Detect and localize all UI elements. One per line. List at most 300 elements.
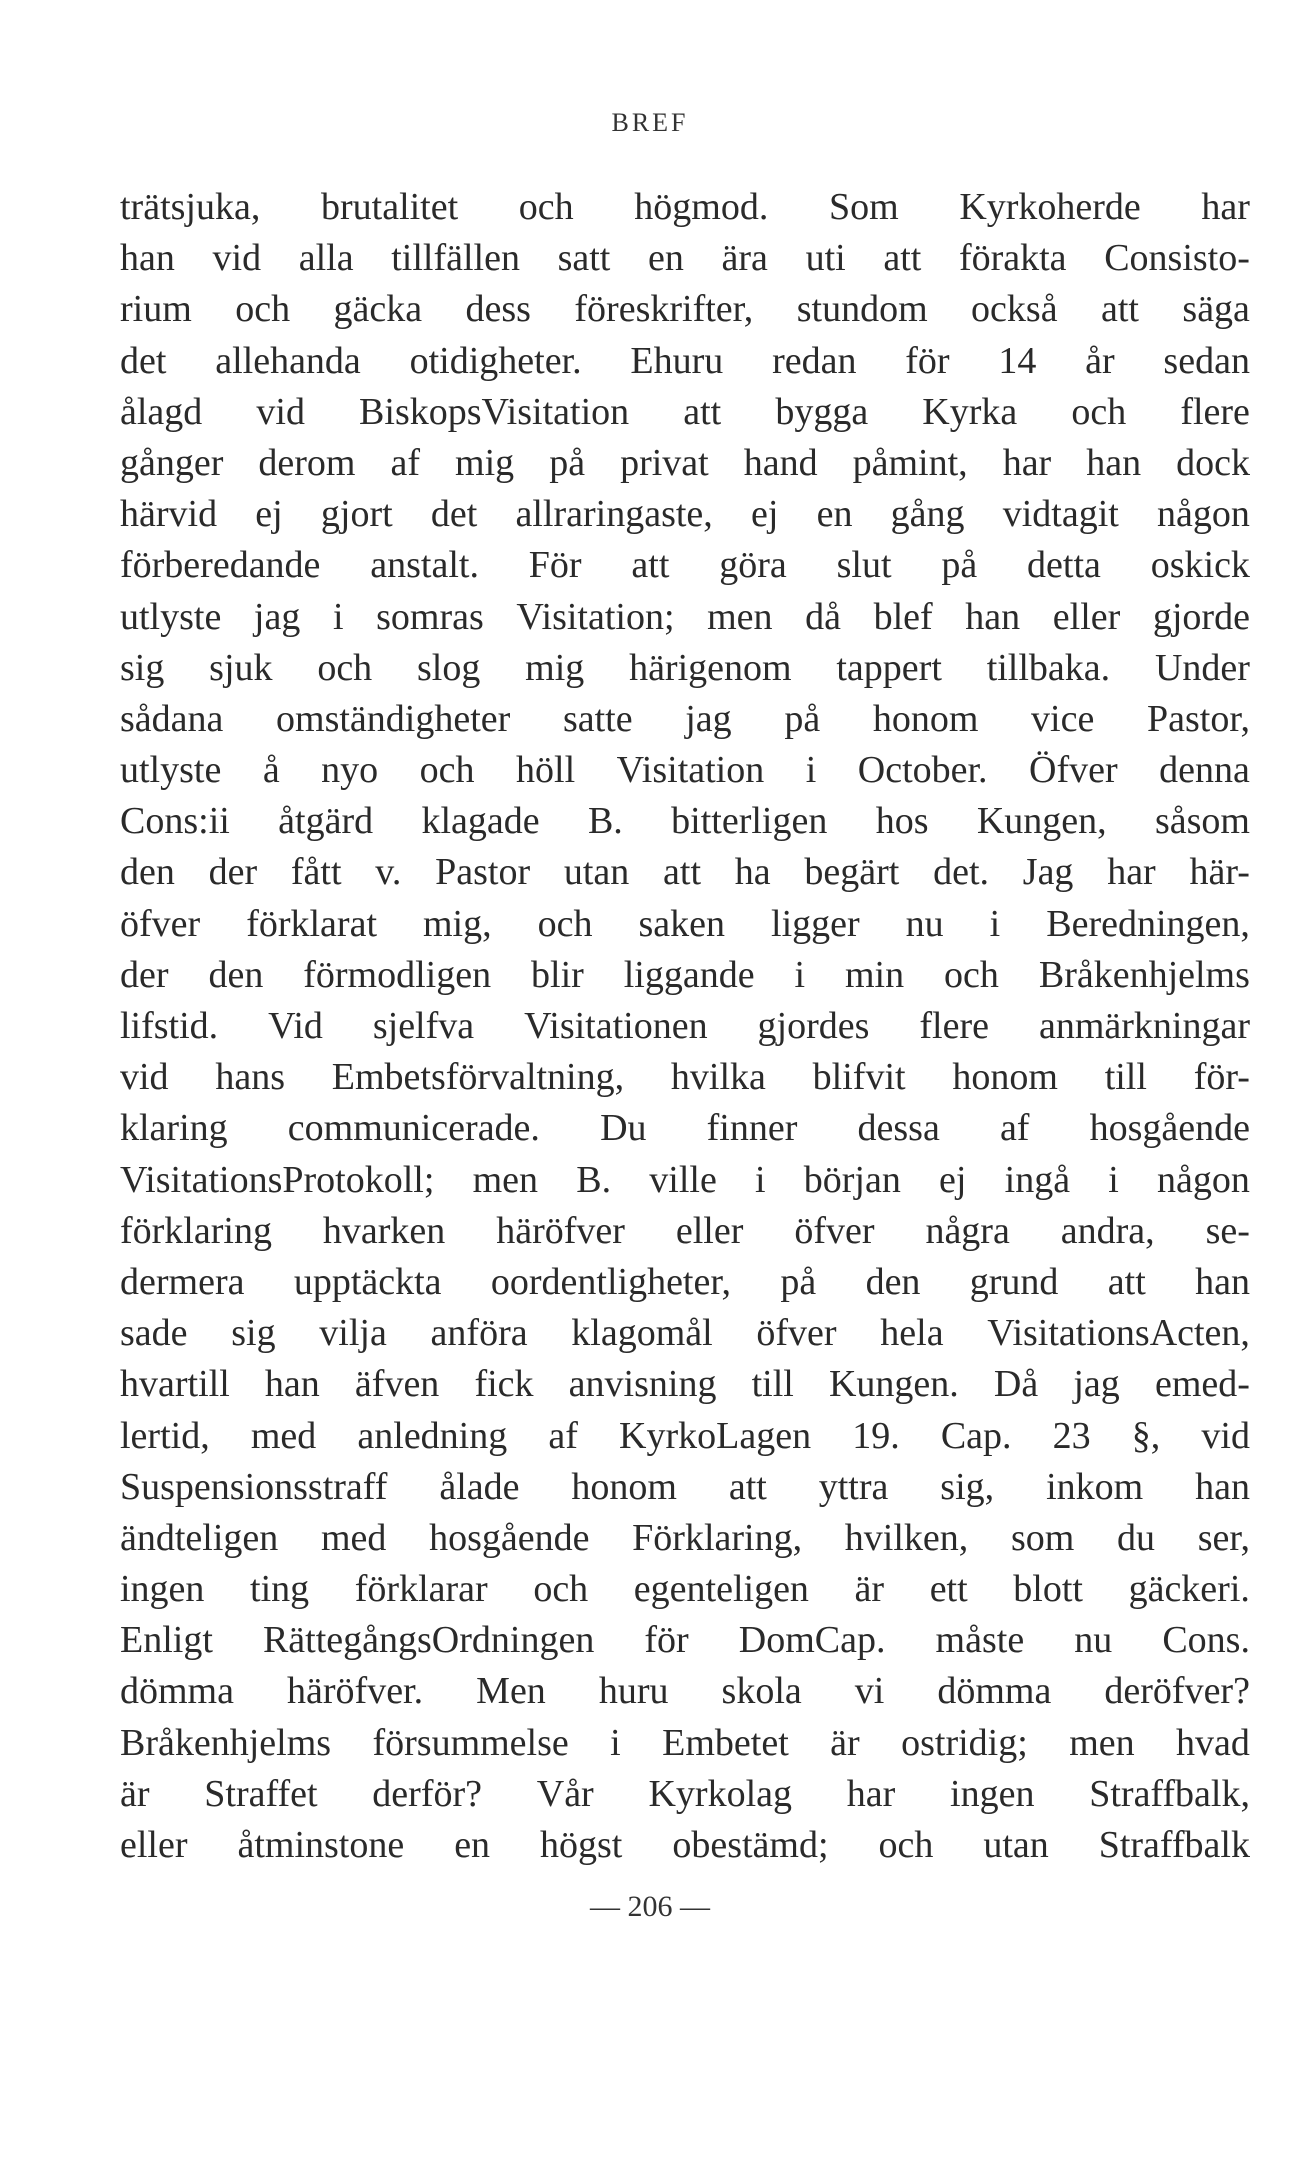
word: dessa (857, 1107, 940, 1150)
word: förklaring (120, 1209, 272, 1252)
text-line (120, 643, 1250, 694)
word: klagomål (571, 1312, 713, 1355)
word: Pastor (435, 851, 531, 894)
text-line (120, 1820, 1250, 1871)
word: har (1201, 186, 1250, 228)
word: hos (875, 800, 929, 843)
word: för (644, 1619, 689, 1662)
word: blifvit (812, 1056, 906, 1099)
word: Consisto- (1104, 237, 1250, 280)
word: i (805, 749, 817, 792)
word: men (472, 1158, 539, 1201)
word: gäckeri. (1128, 1568, 1250, 1611)
word: Jag (1022, 851, 1074, 894)
word: satt (557, 237, 611, 280)
word: oordentligheter, (490, 1260, 731, 1303)
page-number: — 206 — (590, 1890, 710, 1923)
text-line (120, 1666, 1250, 1717)
word: denna (1159, 749, 1250, 792)
word: ser, (1197, 1516, 1250, 1559)
text-line (120, 1462, 1250, 1513)
word: anledning (357, 1414, 508, 1457)
word: anföra (430, 1312, 528, 1355)
word: B. (587, 800, 623, 843)
word: Visitationen (524, 1005, 708, 1047)
word: Kyrka (922, 390, 1018, 433)
word: till (1104, 1056, 1147, 1099)
word: Du (600, 1107, 647, 1150)
word: är (830, 1721, 860, 1764)
word: och (533, 1568, 589, 1611)
word: jag (685, 697, 732, 740)
word: vid (1201, 1414, 1250, 1457)
word: sig, (940, 1465, 995, 1508)
word: fått (290, 851, 342, 894)
word: göra (719, 544, 787, 587)
word: i (794, 953, 806, 996)
body-text (120, 182, 1250, 1871)
word: påmint, (852, 441, 968, 484)
word: jag (1073, 1363, 1120, 1406)
word: otidigheter. (409, 339, 582, 382)
word: åtminstone (237, 1824, 405, 1866)
word: trätsjuka, (120, 186, 261, 228)
word: uti (805, 237, 846, 280)
word: eller (120, 1824, 188, 1866)
word: hela (880, 1312, 944, 1355)
word: ej (750, 493, 779, 536)
text-line (120, 1513, 1250, 1564)
text-line (120, 336, 1250, 387)
word: honom (571, 1465, 677, 1508)
word: i (610, 1721, 621, 1764)
text-line (120, 489, 1250, 540)
word: upptäckta (293, 1260, 442, 1303)
word: gjort (320, 493, 393, 536)
word: satte (562, 697, 633, 740)
word: på (941, 544, 978, 587)
word: och (537, 902, 593, 945)
word: utan (983, 1824, 1049, 1866)
word: Vid (268, 1005, 323, 1047)
word: att (1107, 1260, 1146, 1303)
word: Bråkenhjelms (1038, 953, 1250, 996)
word: hvad (1176, 1721, 1250, 1764)
word: med (250, 1414, 317, 1457)
word: i (1108, 1158, 1119, 1201)
word: DomCap. (738, 1619, 886, 1662)
text-line (120, 1769, 1250, 1820)
word: har (1107, 851, 1156, 894)
word: af (390, 441, 421, 484)
word: klaring (120, 1107, 228, 1150)
word: dermera (120, 1260, 245, 1303)
text-line (120, 1001, 1250, 1052)
word: hvarken (322, 1209, 446, 1252)
word: början (803, 1158, 901, 1201)
word: slog (416, 646, 481, 689)
word: ära (721, 237, 768, 280)
word: Cons. (1162, 1619, 1250, 1662)
word: ett (929, 1568, 968, 1611)
word: detta (1027, 544, 1101, 587)
word: v. (375, 851, 402, 894)
word: Bråkenhjelms (120, 1721, 332, 1764)
word: allehanda (215, 339, 361, 382)
word: gjordes (757, 1005, 870, 1047)
word: och (518, 186, 574, 228)
word: utlyste (120, 595, 222, 638)
word: å (262, 749, 280, 792)
word: min (845, 953, 905, 996)
word: honom (872, 697, 979, 740)
word: han (264, 1363, 320, 1406)
word: af (999, 1107, 1030, 1150)
word: nu (905, 902, 944, 945)
word: på (780, 1260, 817, 1303)
text-line (120, 1308, 1250, 1359)
word: sådana (120, 697, 224, 740)
word: dömma (937, 1670, 1052, 1713)
word: en (648, 237, 684, 280)
word: lertid, (120, 1414, 210, 1457)
word: hand (743, 441, 818, 484)
word: oskick (1150, 544, 1250, 587)
word: förmodligen (303, 953, 492, 996)
text-line (120, 950, 1250, 1001)
text-line (120, 1564, 1250, 1615)
word: några (925, 1209, 1010, 1252)
word: han (120, 237, 175, 280)
word: men (1069, 1721, 1135, 1764)
word: han (1195, 1260, 1250, 1303)
word: häröfver. (287, 1670, 424, 1713)
word: anstalt. (370, 544, 479, 587)
word: deröfver? (1104, 1670, 1250, 1713)
word: och (878, 1824, 934, 1866)
word: gånger (120, 441, 224, 484)
word: Kungen, (976, 800, 1107, 843)
word: det (430, 493, 478, 536)
word: Ehuru (630, 339, 724, 382)
word: Förklaring, (632, 1516, 803, 1559)
word: ha (734, 851, 771, 894)
word: BiskopsVisitation (359, 390, 630, 433)
word: Beredningen, (1046, 902, 1250, 945)
word: år (1085, 339, 1115, 382)
word: dömma (120, 1670, 234, 1713)
word: 19. (852, 1414, 900, 1457)
word: Cons:ii (120, 800, 230, 843)
text-line (120, 1155, 1250, 1206)
text-line (120, 1411, 1250, 1462)
word: rium (120, 288, 192, 331)
word: RättegångsOrdningen (262, 1619, 595, 1662)
word: förakta (958, 237, 1067, 280)
word: hans (215, 1056, 285, 1099)
word: i (755, 1158, 766, 1201)
word: se- (1205, 1209, 1250, 1252)
word: du (1117, 1516, 1156, 1559)
word: grund (969, 1260, 1059, 1303)
word: med (320, 1516, 387, 1559)
word: Kungen. (828, 1363, 959, 1406)
text-line (120, 438, 1250, 489)
word: Visitation; (516, 595, 675, 638)
word: Visitation (616, 749, 765, 792)
word: Embetsförvaltning, (331, 1056, 625, 1099)
word: nu (1074, 1619, 1113, 1662)
text-line (120, 284, 1250, 335)
word: ålade (439, 1465, 520, 1508)
word: brutalitet (320, 186, 459, 228)
word: Kyrkolag (648, 1772, 792, 1815)
word: flere (1180, 390, 1250, 433)
word: han (1086, 441, 1142, 484)
word: KyrkoLagen (619, 1414, 812, 1457)
word: hosgående (429, 1516, 590, 1559)
word: 14 (998, 339, 1037, 382)
word: redan (772, 339, 857, 382)
text-line (120, 540, 1250, 591)
word: begärt (804, 851, 900, 894)
word: förberedande (120, 544, 321, 587)
word: sig (231, 1312, 276, 1355)
word: af (548, 1414, 578, 1457)
word: att (1101, 288, 1139, 331)
word: privat (620, 441, 709, 484)
word: blef (873, 595, 933, 638)
word: gäcka (333, 288, 423, 331)
word: såsom (1154, 800, 1250, 843)
word: slut (836, 544, 892, 587)
word: vidtagit (1002, 493, 1119, 536)
text-line (120, 1359, 1250, 1410)
word: den (865, 1260, 921, 1303)
word: är (854, 1568, 885, 1611)
word: förklarar (354, 1568, 488, 1611)
word: bygga (775, 390, 869, 433)
word: 23 (1052, 1414, 1091, 1457)
word: härigenom (629, 646, 792, 689)
word: sig (120, 646, 165, 689)
word: en (454, 1824, 491, 1866)
word: och (317, 646, 373, 689)
word: der (208, 851, 258, 894)
word: förklarat (246, 902, 377, 945)
word: vice (1031, 697, 1095, 740)
word: ostridig; (901, 1721, 1028, 1764)
word: dess (465, 288, 531, 331)
word: VisitationsProtokoll; (120, 1158, 435, 1201)
word: stundom (796, 288, 928, 331)
word: yttra (818, 1465, 889, 1508)
word: utan (563, 851, 630, 894)
word: §, (1131, 1414, 1161, 1457)
word: hvilka (670, 1056, 766, 1099)
word: ville (649, 1158, 717, 1201)
word: säga (1182, 288, 1250, 331)
word: gång (890, 493, 965, 536)
word: är (120, 1772, 150, 1815)
word: att (663, 851, 702, 894)
word: lifstid. (120, 1005, 219, 1047)
word: höll (516, 749, 576, 792)
text-line (120, 1206, 1250, 1257)
word: i (989, 902, 1001, 945)
text-line (120, 847, 1250, 898)
word: derom (258, 441, 356, 484)
word: klagade (421, 800, 540, 843)
word: dock (1176, 441, 1250, 484)
word: eller (675, 1209, 744, 1252)
word: föreskrifter, (574, 288, 754, 331)
word: allraringaste, (515, 493, 713, 536)
word: alla (298, 237, 354, 280)
word: tillbaka. (986, 646, 1111, 689)
word: åtgärd (278, 800, 374, 843)
word: Straffet (204, 1772, 318, 1815)
word: för- (1193, 1056, 1250, 1099)
word: B. (576, 1158, 612, 1201)
word: Öfver (1029, 749, 1118, 792)
word: gjorde (1152, 595, 1250, 638)
word: Cap. (940, 1414, 1012, 1457)
word: Under (1154, 646, 1250, 689)
word: den (120, 851, 175, 894)
word: somras (376, 595, 484, 638)
word: vi (854, 1670, 885, 1713)
word: Då (993, 1363, 1039, 1406)
word: egenteligen (633, 1568, 809, 1611)
word: blir (531, 953, 584, 996)
word: saken (638, 902, 726, 945)
text-line (120, 1257, 1250, 1308)
word: vilja (319, 1312, 387, 1355)
word: jag (253, 595, 301, 638)
word: Suspensionsstraff (120, 1465, 388, 1508)
word: det (120, 339, 167, 382)
word: huru (598, 1670, 669, 1713)
word: ingå (1004, 1158, 1071, 1201)
word: October. (857, 749, 988, 792)
word: på (784, 697, 821, 740)
word: derför? (372, 1772, 482, 1815)
word: häröfver (496, 1209, 625, 1252)
word: det. (933, 851, 990, 894)
word: liggande (623, 953, 755, 996)
word: och (1071, 390, 1127, 433)
word: andra, (1060, 1209, 1155, 1252)
text-line (120, 182, 1250, 233)
word: öfver (794, 1209, 875, 1252)
word: mig, (423, 902, 492, 945)
word: Men (476, 1670, 546, 1713)
word: öfver (756, 1312, 837, 1355)
word: sjelfva (372, 1005, 475, 1047)
word: och (419, 749, 475, 792)
word: Straffbalk, (1089, 1772, 1250, 1815)
word: öfver (120, 902, 201, 945)
text-line (120, 899, 1250, 950)
word: Enligt (120, 1619, 213, 1662)
word: Straffbalk (1098, 1824, 1250, 1866)
word: obestämd; (672, 1824, 829, 1866)
word: och (944, 953, 999, 996)
text-line (120, 1718, 1250, 1769)
word: har (846, 1772, 896, 1815)
text-line (120, 745, 1250, 796)
text-line (120, 796, 1250, 847)
word: För (528, 544, 582, 587)
word: mig (525, 646, 585, 689)
word: tappert (836, 646, 942, 689)
word: ingen (120, 1568, 205, 1611)
word: härvid (120, 493, 218, 536)
word: anmärkningar (1038, 1005, 1250, 1047)
word: skola (721, 1670, 802, 1713)
word: finner (706, 1107, 798, 1150)
word: inkom (1046, 1465, 1144, 1508)
word: ting (250, 1568, 310, 1611)
word: ej (939, 1158, 967, 1201)
word: fick (474, 1363, 534, 1406)
word: har (1002, 441, 1052, 484)
word: Kyrkoherde (959, 186, 1141, 228)
word: men (707, 595, 773, 638)
word: mig (455, 441, 515, 484)
text-line (120, 592, 1250, 643)
word: högmod. (634, 186, 769, 228)
text-line (120, 1052, 1250, 1103)
word: blott (1013, 1568, 1083, 1611)
word: communicerade. (287, 1107, 540, 1150)
text-line (120, 233, 1250, 284)
word: högst (540, 1824, 623, 1866)
word: någon (1157, 1158, 1250, 1201)
word: honom (952, 1056, 1058, 1099)
word: bitterligen (671, 800, 828, 843)
word: någon (1157, 493, 1250, 536)
word: också (971, 288, 1058, 331)
word: i (332, 595, 344, 638)
word: till (751, 1363, 794, 1406)
word: Vår (536, 1772, 594, 1815)
word: på (549, 441, 586, 484)
word: anvisning (568, 1363, 717, 1406)
word: Som (828, 186, 899, 228)
word: en (816, 493, 853, 536)
word: den (208, 953, 264, 996)
word: för (905, 339, 950, 382)
word: nyo (321, 749, 379, 792)
word: utlyste (120, 749, 222, 792)
running-head: BREF (611, 108, 689, 137)
word: vid (120, 1056, 169, 1099)
word: äfven (354, 1363, 440, 1406)
word: hvilken, (844, 1516, 969, 1559)
word: att (728, 1465, 767, 1508)
text-line (120, 1615, 1250, 1666)
word: eller (1052, 595, 1121, 638)
word: der (120, 953, 169, 996)
word: att (883, 237, 922, 280)
text-line (120, 694, 1250, 745)
word: han (965, 595, 1021, 638)
word: försummelse (372, 1721, 569, 1764)
word: vid (256, 390, 305, 433)
word: tillfällen (391, 237, 520, 280)
